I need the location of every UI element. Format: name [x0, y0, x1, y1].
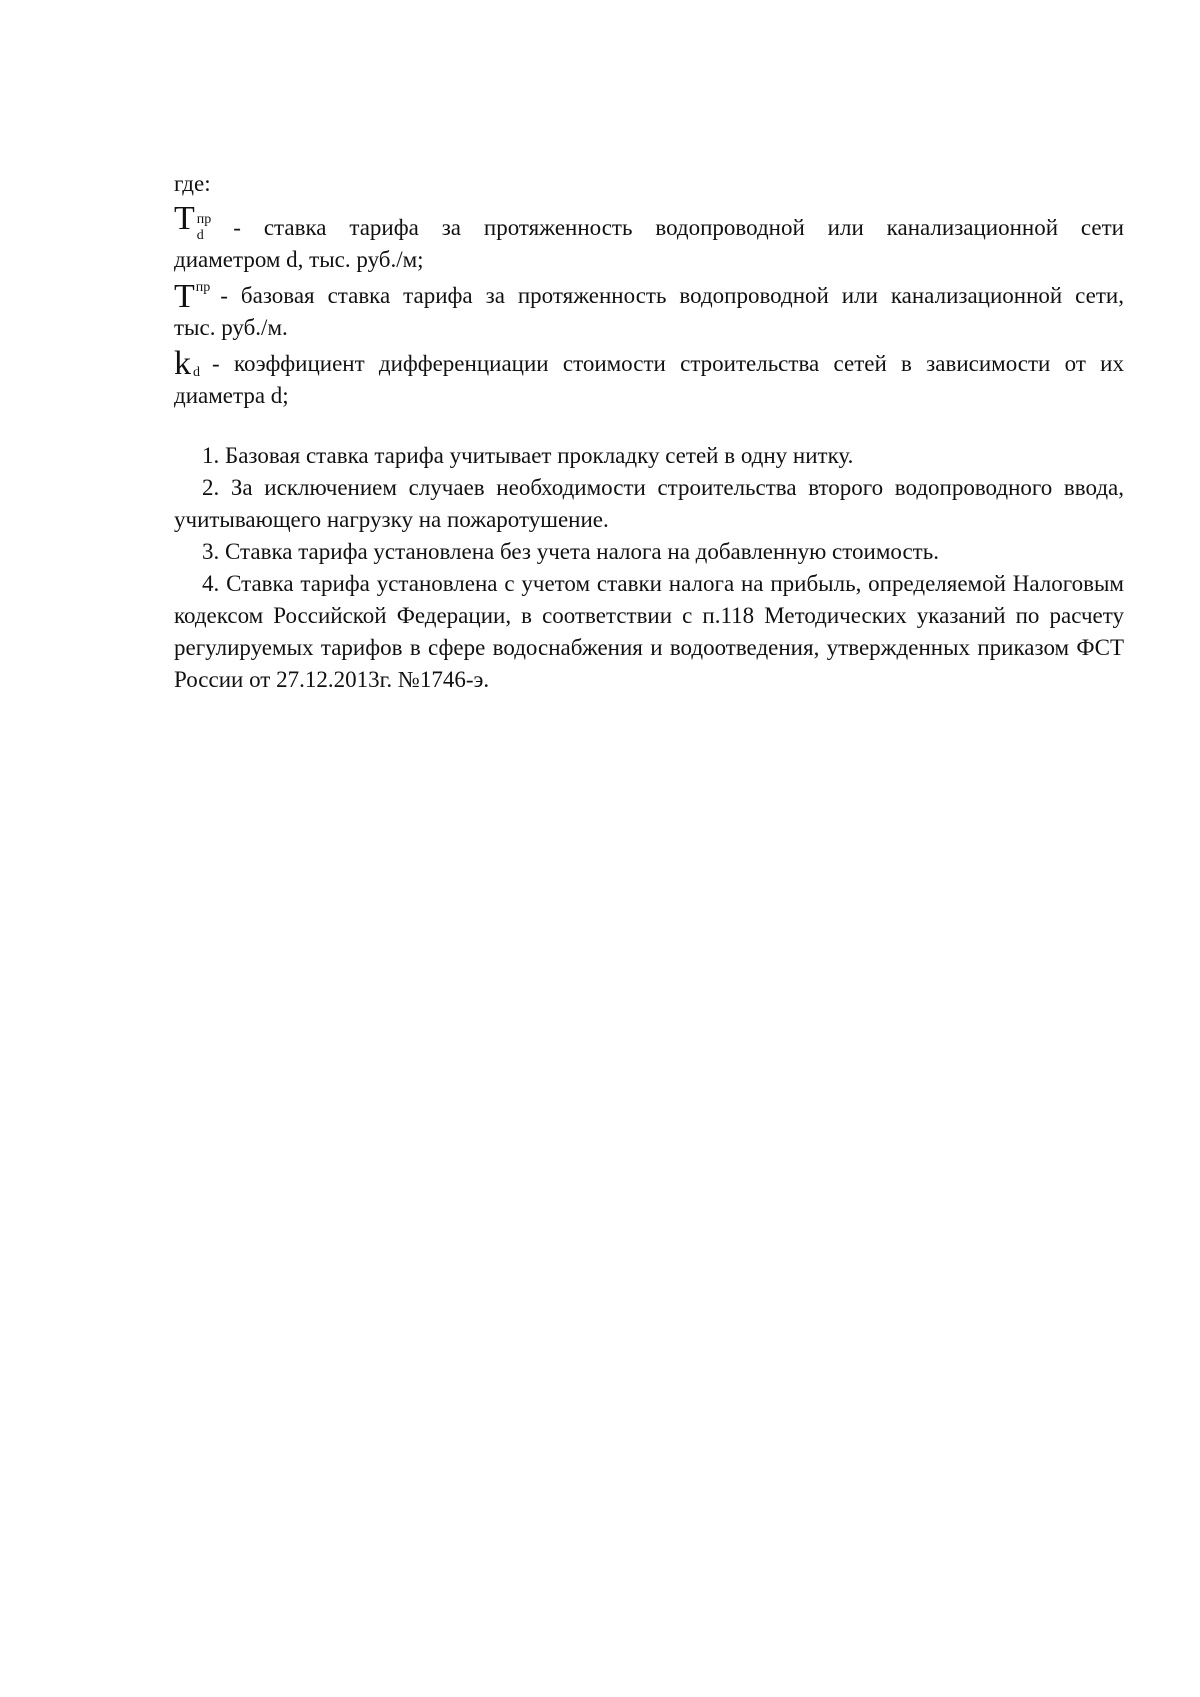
term-description-line2: диаметра d;: [174, 383, 289, 408]
term-definition-tariff-rate-by-diameter: [174, 200, 1124, 276]
term-description-line1: - ставка тарифа за протяженность водопроводной или канализационной сети: [233, 215, 1124, 240]
symbol-base: T: [174, 278, 195, 315]
symbol-t-pr: [174, 278, 211, 315]
note-item-4: 4. Ставка тарифа установлена с учетом ставки налога на прибыль, определяемой Налоговым кодексом Российской Федерации, в соответствии с п.118 Методических указаний по расчету регулируемых тарифов в сфере водоснабжения и водоотведения, утвержденных приказом ФСТ России от 27.12.2013г. №1746-э.: [174, 571, 1124, 692]
symbol-base: k: [174, 345, 191, 382]
notes-list: [174, 440, 1124, 696]
term-description-line2: диаметром d, тыс. руб./м;: [174, 247, 424, 272]
symbol-subscript: d: [196, 228, 204, 243]
note-item-1: 1. Базовая ставка тарифа учитывает прокладку сетей в одну нитку.: [202, 443, 854, 468]
intro-text: где:: [174, 171, 211, 196]
symbol-t-pr-d: [174, 200, 212, 244]
note-item-2: 2. За исключением случаев необходимости строительства второго водопроводного ввода, учитывающего нагрузку на пожаротушение.: [174, 475, 1124, 532]
symbol-k-d: [174, 345, 200, 382]
symbol-superscript: пр: [195, 280, 211, 295]
term-description-line1: - коэффициент дифференциации стоимости строительства сетей в зависимости от их: [212, 351, 1124, 376]
note-item-3: 3. Ставка тарифа установлена без учета налога на добавленную стоимость.: [202, 539, 939, 564]
term-definition-differentiation-coefficient: [174, 345, 1124, 412]
symbol-base: T: [174, 200, 195, 237]
term-definition-base-tariff-rate: [174, 280, 1124, 344]
term-description-line1: - базовая ставка тарифа за протяженность водопроводной или канализационной сети,: [220, 283, 1124, 308]
symbol-superscript: пр: [196, 212, 212, 227]
symbol-subscript: d: [193, 365, 200, 380]
term-description-line2: тыс. руб./м.: [174, 315, 288, 340]
document-page: [174, 168, 1124, 696]
